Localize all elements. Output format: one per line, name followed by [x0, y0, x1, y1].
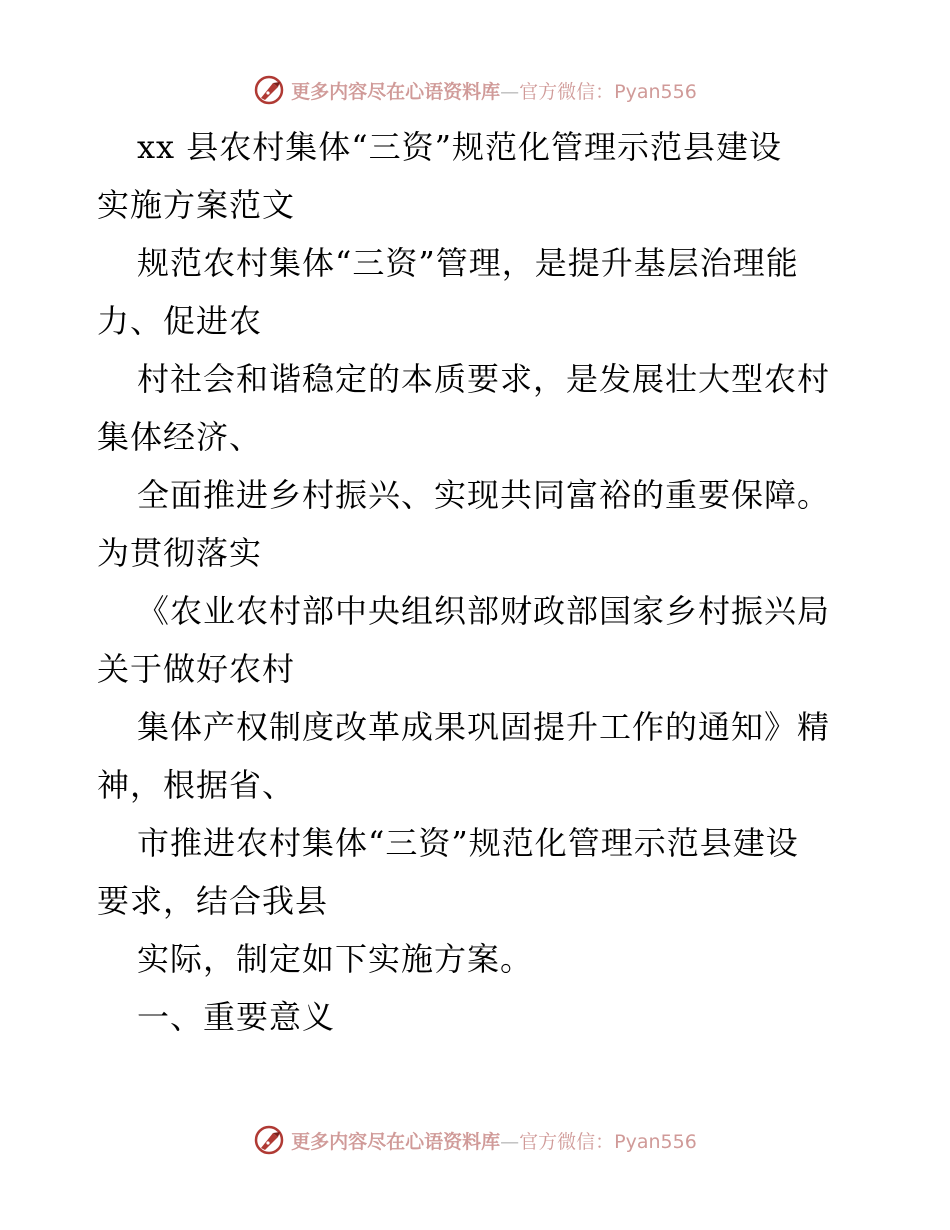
- text-line: 集体经济、: [97, 418, 263, 456]
- text-line: 实施方案范文: [97, 186, 296, 224]
- text-line: 村社会和谐稳定的本质要求，是发展壮大型农村: [137, 360, 831, 398]
- text-line: 市推进农村集体“三资”规范化管理示范县建设: [137, 824, 799, 862]
- banner-dash: —: [500, 1130, 520, 1153]
- banner-text: [291, 77, 697, 104]
- text-line: 要求，结合我县: [97, 882, 329, 920]
- banner-tail: 官方微信：Pyan556: [519, 80, 697, 103]
- banner-lead: 更多内容尽在心语资料库: [291, 1130, 501, 1153]
- text-line: 关于做好农村: [97, 650, 296, 688]
- pen-tip-logo-icon: [253, 1124, 285, 1156]
- text-line: 集体产权制度改革成果巩固提升工作的通知》精: [137, 708, 831, 746]
- text-line: 规范农村集体“三资”管理，是提升基层治理能: [137, 244, 799, 282]
- text-line: 为贯彻落实: [97, 534, 263, 572]
- banner-lead: 更多内容尽在心语资料库: [291, 80, 501, 103]
- text-line: 一、重要意义: [137, 998, 336, 1036]
- text-line: 《农业农村部中央组织部财政部国家乡村振兴局: [137, 592, 831, 630]
- text-line: 实际，制定如下实施方案。: [137, 940, 534, 978]
- banner-text: [291, 1127, 697, 1154]
- footer-banner: [0, 1120, 950, 1160]
- text-line: 神，根据省、: [97, 766, 296, 804]
- header-banner: [0, 70, 950, 110]
- pen-tip-logo-icon: [253, 74, 285, 106]
- banner-tail: 官方微信：Pyan556: [519, 1130, 697, 1153]
- banner-dash: —: [500, 80, 520, 103]
- text-line: 全面推进乡村振兴、实现共同富裕的重要保障。: [137, 476, 831, 514]
- document-body: [97, 118, 857, 1046]
- text-line: 力、促进农: [97, 302, 263, 340]
- text-line: xx 县农村集体“三资”规范化管理示范县建设: [137, 128, 782, 166]
